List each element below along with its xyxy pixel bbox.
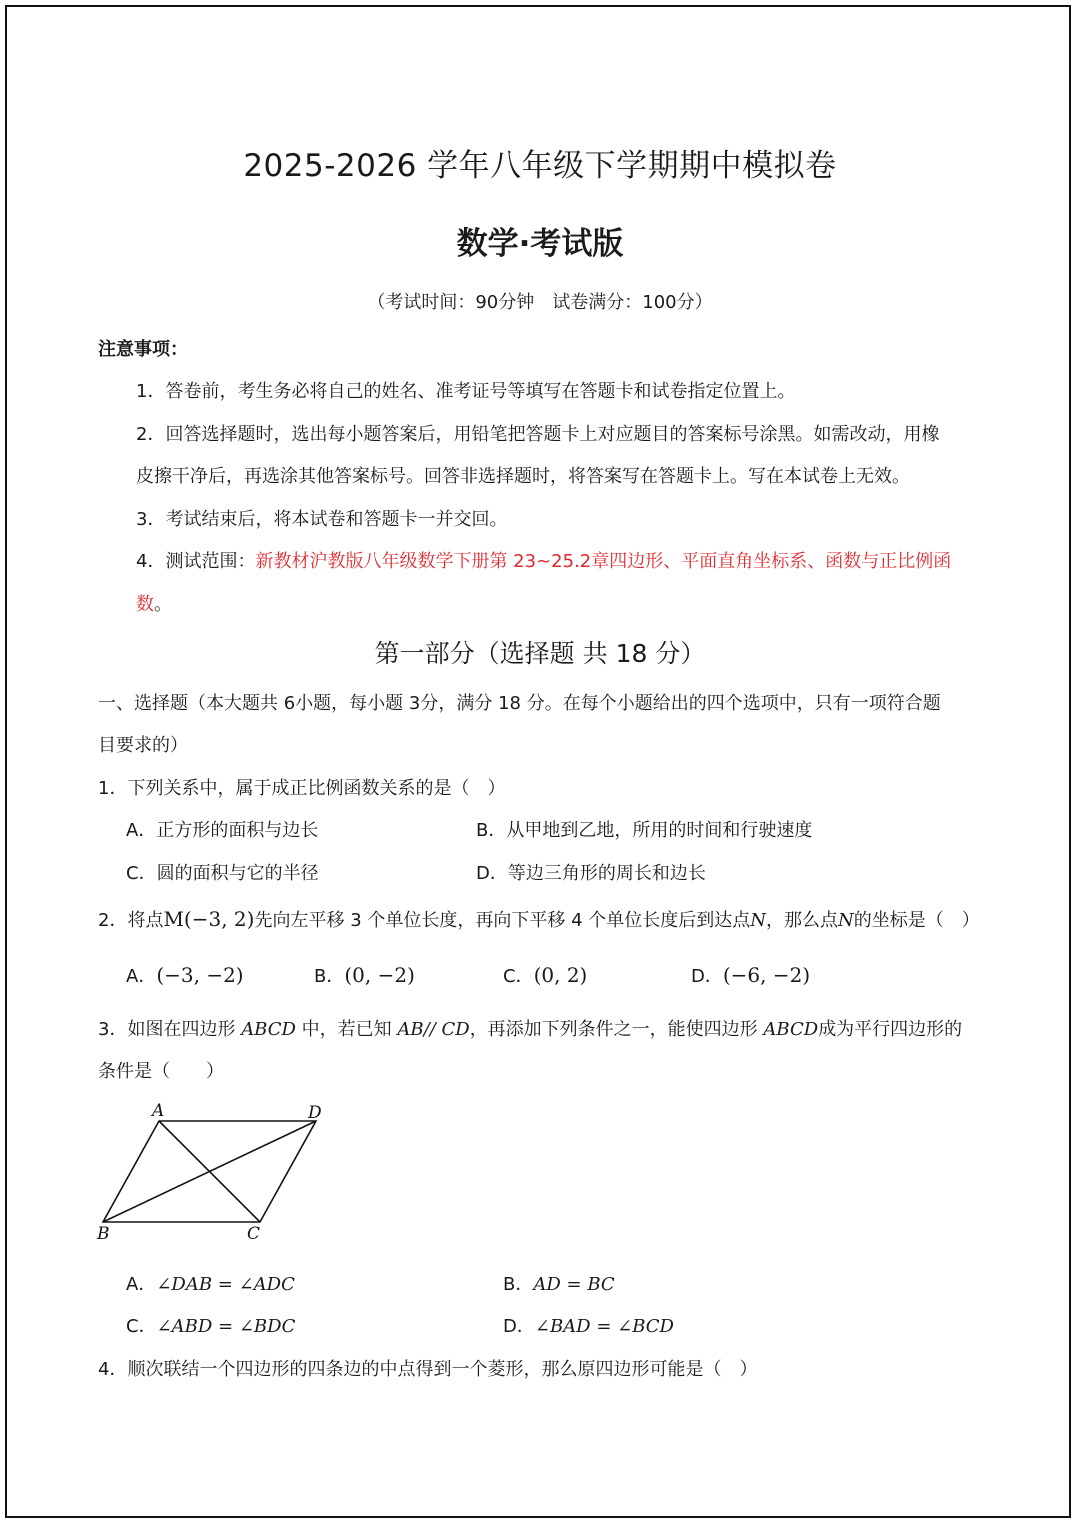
q3-stem: 3．如图在四边形 ABCD 中，若已知 AB// CD，再添加下列条件之一，能使四边形 ABCD成为平行四边形的 [98, 1019, 963, 1040]
scope-red-text: 新教材沪教版八年级数学下册第 23~25.2章四边形、平面直角坐标系、函数与正比例函 [255, 551, 952, 572]
point-n: N [750, 910, 767, 931]
q1-option-b: B．从甲地到乙地，所用的时间和行驶速度 [476, 820, 813, 841]
note-item-4-cont [136, 590, 172, 616]
note-item-3: 3．考试结束后，将本试卷和答题卡一并交回。 [136, 509, 508, 530]
part1-intro-cont: 目要求的） [98, 735, 188, 756]
q2-option-d: D．(−6, −2) [691, 963, 811, 987]
point-m: M(−3, 2) [163, 907, 255, 931]
part1-heading: 第一部分（选择题 共 18 分） [374, 639, 706, 668]
label-b: B [97, 1224, 110, 1244]
q2-option-c: C．(0, 2) [503, 963, 588, 987]
scope-prefix: 4．测试范围： [136, 551, 256, 572]
exam-title: 2025-2026 学年八年级下学期期中模拟卷 [243, 148, 837, 184]
q2-stem: 2．将点M(−3, 2)先向左平移 3 个单位长度，再向下平移 4 个单位长度后到达点N，那么点N的坐标是（ ） [98, 907, 980, 931]
scope-end: 。 [154, 594, 172, 615]
label-a: A [152, 1101, 165, 1121]
q1-option-c: C．圆的面积与它的半径 [126, 863, 319, 884]
parallelogram-figure [90, 1096, 335, 1246]
notes-heading: 注意事项： [98, 339, 188, 360]
q3-option-d: D．∠BAD = ∠BCD [503, 1316, 674, 1337]
q3-option-c: C．∠ABD = ∠BDC [126, 1316, 296, 1337]
q3-stem-cont: 条件是（ ） [98, 1061, 224, 1082]
part1-intro: 一、选择题（本大题共 6小题，每小题 3分，满分 18 分。在每个小题给出的四个选项中，只有一项符合题 [98, 693, 941, 714]
diagonal-bd [103, 1121, 316, 1222]
point-n-ref: N [838, 910, 854, 931]
q4-stem: 4．顺次联结一个四边形的四条边的中点得到一个菱形，那么原四边形可能是（ ） [98, 1359, 758, 1380]
q1-option-d: D．等边三角形的周长和边长 [476, 863, 706, 884]
exam-subtitle: 数学·考试版 [456, 226, 624, 262]
label-d: D [308, 1103, 322, 1123]
label-c: C [247, 1224, 261, 1244]
q1-option-a: A．正方形的面积与边长 [126, 820, 319, 841]
note-item-2-cont: 皮擦干净后，再选涂其他答案标号。回答非选择题时，将答案写在答题卡上。写在本试卷上无效。 [136, 466, 910, 487]
q3-option-a: A．∠DAB = ∠ADC [126, 1274, 295, 1295]
note-item-4 [136, 547, 951, 573]
exam-info: （考试时间：90分钟 试卷满分：100分） [367, 292, 713, 313]
q1-stem: 1．下列关系中，属于成正比例函数关系的是（ ） [98, 778, 506, 799]
q2-option-b: B．(0, −2) [314, 963, 415, 987]
scope-red-text-2: 数 [136, 594, 154, 615]
note-item-2: 2．回答选择题时，选出每小题答案后，用铅笔把答题卡上对应题目的答案标号涂黑。如需改动，用橡 [136, 424, 940, 445]
note-item-1: 1．答卷前，考生务必将自己的姓名、准考证号等填写在答题卡和试卷指定位置上。 [136, 381, 796, 402]
q2-option-a: A．(−3, −2) [126, 963, 244, 987]
q3-option-b: B．AD = BC [503, 1274, 615, 1295]
